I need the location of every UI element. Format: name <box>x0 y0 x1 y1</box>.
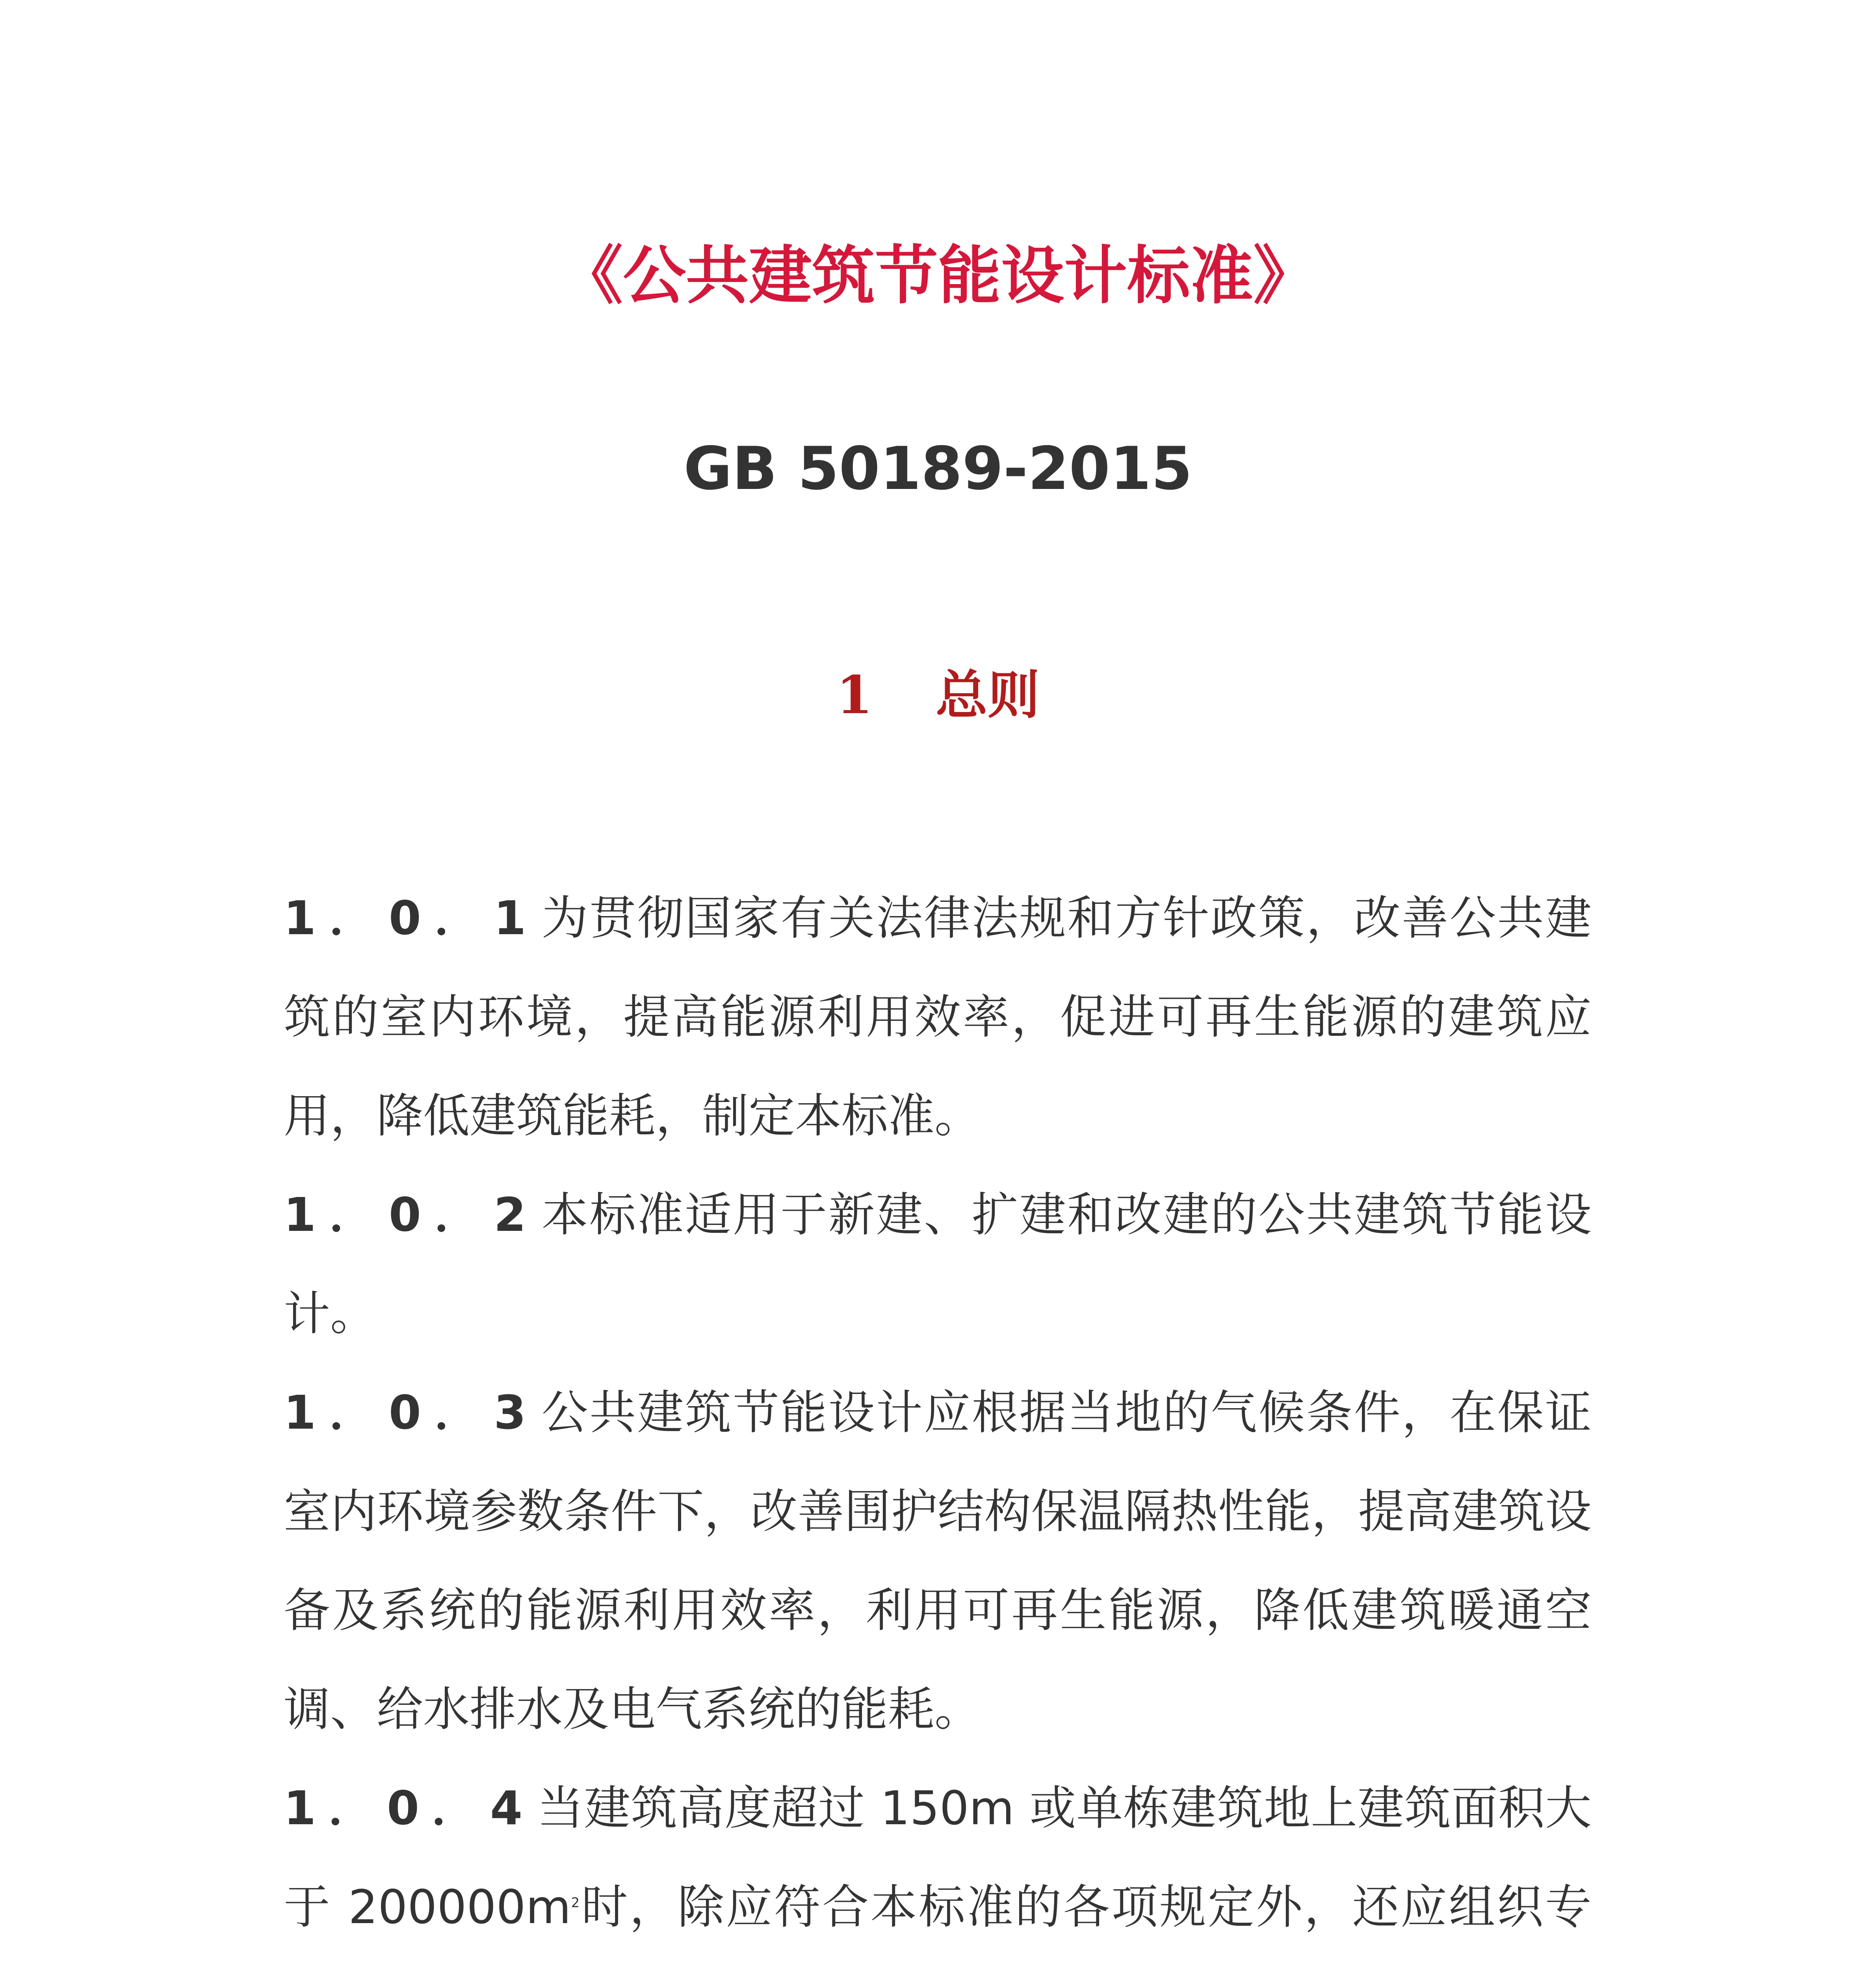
chapter-heading <box>0 662 1876 729</box>
clause-1-0-3 <box>284 1363 1592 1759</box>
clause-text-before: 当建筑高度超过 150m 或单栋建筑地上建筑面积大于 200000m <box>284 1781 1592 1934</box>
area-unit-superscript: 2 <box>571 1895 580 1911</box>
standard-code: GB 50189-2015 <box>684 435 1192 503</box>
document-title: 《公共建筑节能设计标准》 <box>559 239 1316 312</box>
clause-text-after: 时，除应符合本标准的各项规定外，还应组织专 <box>580 1880 1592 1934</box>
chapter-title: 总则 <box>935 665 1040 726</box>
clause-text: 公共建筑节能设计应根据当地的气候条件，在保证室内环境参数条件下，改善围护结构保温隔热性能，提高建筑设备及系统的能源利用效率，利用可再生能源，降低建筑暖通空调、给水排水及电气系统的能耗。 <box>284 1385 1592 1736</box>
clause-number: 1．0．1 <box>284 891 538 945</box>
clause-1-0-4 <box>284 1759 1592 1970</box>
clause-number: 1．0．2 <box>284 1188 538 1242</box>
clause-1-0-2 <box>284 1165 1592 1363</box>
clause-list <box>284 869 1592 1970</box>
clause-number: 1．0．4 <box>284 1781 535 1835</box>
clause-text: 本标准适用于新建、扩建和改建的公共建筑节能设计。 <box>284 1188 1592 1341</box>
clause-text: 为贯彻国家有关法律法规和方针政策，改善公共建筑的室内环境，提高能源利用效率，促进可再生能源的建筑应用，降低建筑能耗，制定本标准。 <box>284 891 1592 1143</box>
clause-1-0-1 <box>284 869 1592 1165</box>
chapter-number: 1 <box>836 665 873 726</box>
clause-number: 1．0．3 <box>284 1385 538 1440</box>
